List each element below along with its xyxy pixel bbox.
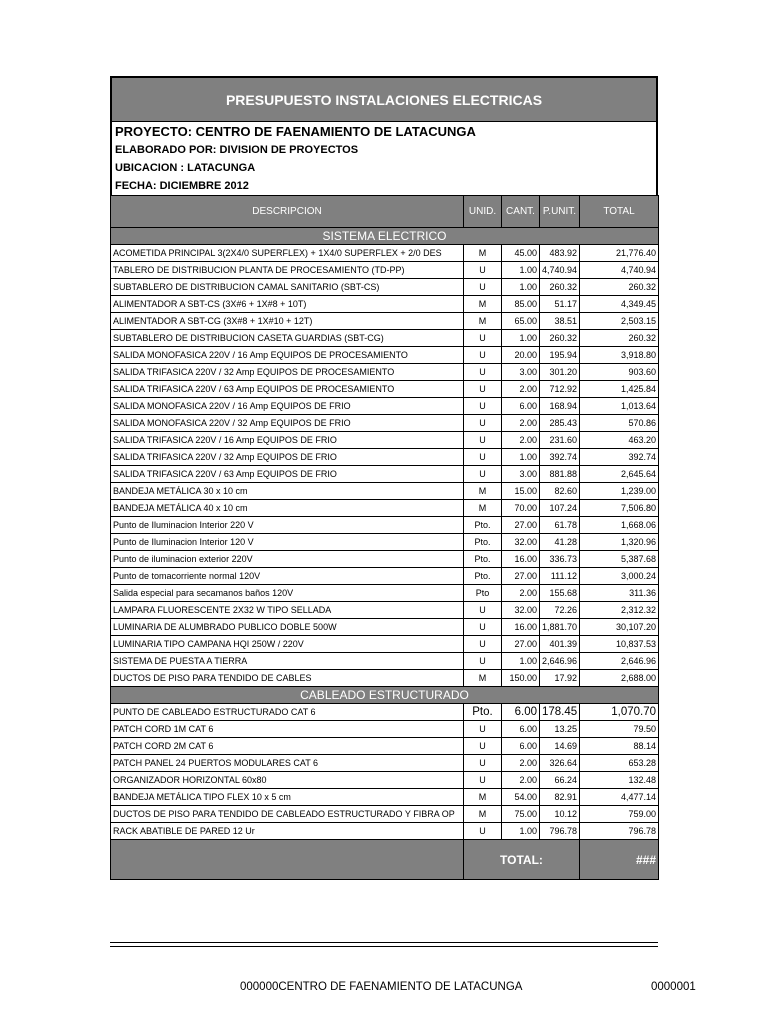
section-header <box>111 687 659 704</box>
item-quantity: 32.00 <box>502 602 540 619</box>
item-description: PUNTO DE CABLEADO ESTRUCTURADO CAT 6 <box>111 704 464 721</box>
item-quantity: 65.00 <box>502 313 540 330</box>
item-unit-price: 10.12 <box>540 806 580 823</box>
header-total: TOTAL <box>580 196 659 228</box>
item-unit-price: 38.51 <box>540 313 580 330</box>
table-row <box>111 755 659 772</box>
table-row <box>111 585 659 602</box>
item-description: PATCH CORD 1M CAT 6 <box>111 721 464 738</box>
footer-rule-bottom <box>110 946 658 947</box>
item-unit-price: 51.17 <box>540 296 580 313</box>
item-unit-price: 178.45 <box>540 704 580 721</box>
item-description: RACK ABATIBLE DE PARED 12 Ur <box>111 823 464 840</box>
total-value: ### <box>580 840 659 880</box>
item-total: 759.00 <box>580 806 659 823</box>
item-unit-price: 392.74 <box>540 449 580 466</box>
item-quantity: 75.00 <box>502 806 540 823</box>
item-total: 903.60 <box>580 364 659 381</box>
item-total: 4,349.45 <box>580 296 659 313</box>
item-unit-price: 14.69 <box>540 738 580 755</box>
budget-sheet <box>110 76 658 880</box>
table-row <box>111 823 659 840</box>
item-unit: M <box>464 483 502 500</box>
item-description: LAMPARA FLUORESCENTE 2X32 W TIPO SELLADA <box>111 602 464 619</box>
item-unit-price: 796.78 <box>540 823 580 840</box>
item-total: 392.74 <box>580 449 659 466</box>
item-unit: M <box>464 670 502 687</box>
header-unit: UNID. <box>464 196 502 228</box>
item-quantity: 27.00 <box>502 517 540 534</box>
item-unit: U <box>464 602 502 619</box>
item-unit-price: 336.73 <box>540 551 580 568</box>
table-row <box>111 551 659 568</box>
section-header <box>111 228 659 245</box>
item-quantity: 70.00 <box>502 500 540 517</box>
item-unit: M <box>464 789 502 806</box>
table-header <box>111 196 659 228</box>
item-unit-price: 17.92 <box>540 670 580 687</box>
item-unit: U <box>464 636 502 653</box>
item-unit-price: 66.24 <box>540 772 580 789</box>
table-row <box>111 789 659 806</box>
item-quantity: 3.00 <box>502 364 540 381</box>
item-unit: M <box>464 245 502 262</box>
item-description: LUMINARIA DE ALUMBRADO PUBLICO DOBLE 500W <box>111 619 464 636</box>
table-row <box>111 398 659 415</box>
item-total: 2,688.00 <box>580 670 659 687</box>
footer-page-number: 0000001 <box>651 981 696 993</box>
table-row <box>111 483 659 500</box>
item-description: TABLERO DE DISTRIBUCION PLANTA DE PROCESAMIENTO (TD-PP) <box>111 262 464 279</box>
table-row <box>111 313 659 330</box>
table-row <box>111 772 659 789</box>
item-unit: Pto. <box>464 551 502 568</box>
item-total: 1,239.00 <box>580 483 659 500</box>
item-unit-price: 231.60 <box>540 432 580 449</box>
item-unit-price: 285.43 <box>540 415 580 432</box>
item-total: 5,387.68 <box>580 551 659 568</box>
section-title: SISTEMA ELECTRICO <box>111 228 659 245</box>
item-quantity: 2.00 <box>502 415 540 432</box>
item-unit-price: 61.78 <box>540 517 580 534</box>
item-description: DUCTOS DE PISO PARA TENDIDO DE CABLES <box>111 670 464 687</box>
item-total: 260.32 <box>580 279 659 296</box>
item-total: 796.78 <box>580 823 659 840</box>
item-unit: U <box>464 398 502 415</box>
table-row <box>111 347 659 364</box>
item-total: 653.28 <box>580 755 659 772</box>
item-quantity: 32.00 <box>502 534 540 551</box>
item-unit: U <box>464 432 502 449</box>
item-description: BANDEJA METÁLICA 40 x 10 cm <box>111 500 464 517</box>
item-quantity: 1.00 <box>502 449 540 466</box>
item-total: 2,645.64 <box>580 466 659 483</box>
table-row <box>111 534 659 551</box>
item-unit: U <box>464 279 502 296</box>
table-row <box>111 364 659 381</box>
item-unit-price: 301.20 <box>540 364 580 381</box>
item-unit: M <box>464 296 502 313</box>
item-unit: U <box>464 381 502 398</box>
item-total: 311.36 <box>580 585 659 602</box>
table-row <box>111 449 659 466</box>
item-description: BANDEJA METÁLICA TIPO FLEX 10 x 5 cm <box>111 789 464 806</box>
item-unit-price: 195.94 <box>540 347 580 364</box>
item-quantity: 3.00 <box>502 466 540 483</box>
header-qty: CANT. <box>502 196 540 228</box>
footer-project: 000000CENTRO DE FAENAMIENTO DE LATACUNGA <box>240 981 523 993</box>
item-total: 21,776.40 <box>580 245 659 262</box>
item-unit-price: 111.12 <box>540 568 580 585</box>
item-quantity: 6.00 <box>502 398 540 415</box>
item-quantity: 20.00 <box>502 347 540 364</box>
item-unit: U <box>464 738 502 755</box>
item-quantity: 150.00 <box>502 670 540 687</box>
item-unit: U <box>464 721 502 738</box>
table-row <box>111 296 659 313</box>
item-unit-price: 168.94 <box>540 398 580 415</box>
item-quantity: 6.00 <box>502 704 540 721</box>
table-row <box>111 415 659 432</box>
item-unit: Pto. <box>464 704 502 721</box>
item-total: 1,425.84 <box>580 381 659 398</box>
item-quantity: 1.00 <box>502 653 540 670</box>
item-description: ORGANIZADOR HORIZONTAL 60x80 <box>111 772 464 789</box>
item-description: LUMINARIA TIPO CAMPANA HQI 250W / 220V <box>111 636 464 653</box>
section-title: CABLEADO ESTRUCTURADO <box>111 687 659 704</box>
item-quantity: 45.00 <box>502 245 540 262</box>
item-description: SALIDA TRIFASICA 220V / 32 Amp EQUIPOS DE PROCESAMIENTO <box>111 364 464 381</box>
item-unit: U <box>464 347 502 364</box>
item-total: 30,107.20 <box>580 619 659 636</box>
item-quantity: 6.00 <box>502 738 540 755</box>
item-total: 3,000.24 <box>580 568 659 585</box>
item-total: 2,312.32 <box>580 602 659 619</box>
item-unit-price: 13.25 <box>540 721 580 738</box>
item-unit-price: 260.32 <box>540 279 580 296</box>
total-row <box>111 840 659 880</box>
sheet-title: PRESUPUESTO INSTALACIONES ELECTRICAS <box>110 76 658 122</box>
table-row <box>111 653 659 670</box>
item-description: SALIDA TRIFASICA 220V / 16 Amp EQUIPOS DE FRIO <box>111 432 464 449</box>
item-description: ACOMETIDA PRINCIPAL 3(2X4/0 SUPERFLEX) + 1X4/0 SUPERFLEX + 2/0 DES <box>111 245 464 262</box>
item-quantity: 16.00 <box>502 619 540 636</box>
item-unit: U <box>464 415 502 432</box>
item-description: ALIMENTADOR A SBT-CS (3X#6 + 1X#8 + 10T) <box>111 296 464 313</box>
item-description: SISTEMA DE PUESTA A TIERRA <box>111 653 464 670</box>
item-description: Punto de tomacorriente normal 120V <box>111 568 464 585</box>
prepared-by: ELABORADO POR: DIVISION DE PROYECTOS <box>115 144 359 156</box>
item-quantity: 1.00 <box>502 279 540 296</box>
item-description: PATCH CORD 2M CAT 6 <box>111 738 464 755</box>
project-info <box>110 122 658 195</box>
item-total: 1,668.06 <box>580 517 659 534</box>
table-body <box>111 228 659 840</box>
item-unit: M <box>464 806 502 823</box>
item-unit: U <box>464 449 502 466</box>
item-description: BANDEJA METÁLICA 30 x 10 cm <box>111 483 464 500</box>
item-description: SALIDA MONOFASICA 220V / 32 Amp EQUIPOS DE FRIO <box>111 415 464 432</box>
item-unit: U <box>464 653 502 670</box>
table-row <box>111 262 659 279</box>
item-unit-price: 41.28 <box>540 534 580 551</box>
item-unit-price: 326.64 <box>540 755 580 772</box>
table-row <box>111 381 659 398</box>
item-quantity: 2.00 <box>502 432 540 449</box>
item-unit: Pto. <box>464 568 502 585</box>
footer-rule-top <box>110 942 658 943</box>
item-unit: U <box>464 619 502 636</box>
item-unit-price: 881.88 <box>540 466 580 483</box>
item-quantity: 85.00 <box>502 296 540 313</box>
item-unit-price: 260.32 <box>540 330 580 347</box>
table-row <box>111 619 659 636</box>
item-total: 1,013.64 <box>580 398 659 415</box>
item-total: 570.86 <box>580 415 659 432</box>
item-unit: Pto. <box>464 517 502 534</box>
item-unit-price: 483.92 <box>540 245 580 262</box>
item-quantity: 6.00 <box>502 721 540 738</box>
item-description: PATCH PANEL 24 PUERTOS MODULARES CAT 6 <box>111 755 464 772</box>
item-unit: U <box>464 364 502 381</box>
item-description: SALIDA MONOFASICA 220V / 16 Amp EQUIPOS DE FRIO <box>111 398 464 415</box>
budget-table <box>110 195 659 880</box>
item-description: SALIDA TRIFASICA 220V / 32 Amp EQUIPOS DE FRIO <box>111 449 464 466</box>
table-row <box>111 568 659 585</box>
item-unit-price: 712.92 <box>540 381 580 398</box>
item-total: 79.50 <box>580 721 659 738</box>
item-description: Punto de iluminacion exterior 220V <box>111 551 464 568</box>
table-row <box>111 738 659 755</box>
table-row <box>111 330 659 347</box>
item-description: SALIDA TRIFASICA 220V / 63 Amp EQUIPOS DE PROCESAMIENTO <box>111 381 464 398</box>
item-unit-price: 1,881.70 <box>540 619 580 636</box>
item-quantity: 1.00 <box>502 262 540 279</box>
item-total: 463.20 <box>580 432 659 449</box>
header-description: DESCRIPCION <box>111 196 464 228</box>
table-row <box>111 245 659 262</box>
date: FECHA: DICIEMBRE 2012 <box>115 180 249 192</box>
table-row <box>111 670 659 687</box>
item-quantity: 2.00 <box>502 772 540 789</box>
table-row <box>111 602 659 619</box>
item-total: 4,740.94 <box>580 262 659 279</box>
item-total: 4,477.14 <box>580 789 659 806</box>
item-quantity: 1.00 <box>502 823 540 840</box>
item-total: 132.48 <box>580 772 659 789</box>
item-total: 10,837.53 <box>580 636 659 653</box>
item-total: 1,320.96 <box>580 534 659 551</box>
item-description: SALIDA MONOFASICA 220V / 16 Amp EQUIPOS DE PROCESAMIENTO <box>111 347 464 364</box>
item-description: ALIMENTADOR A SBT-CG (3X#8 + 1X#10 + 12T) <box>111 313 464 330</box>
item-unit: U <box>464 772 502 789</box>
item-quantity: 2.00 <box>502 755 540 772</box>
item-quantity: 16.00 <box>502 551 540 568</box>
total-label: TOTAL: <box>464 840 580 880</box>
table-row <box>111 500 659 517</box>
item-description: DUCTOS DE PISO PARA TENDIDO DE CABLEADO ESTRUCTURADO Y FIBRA OP <box>111 806 464 823</box>
table-row <box>111 517 659 534</box>
item-unit: U <box>464 466 502 483</box>
location: UBICACION : LATACUNGA <box>115 162 256 174</box>
item-description: SUBTABLERO DE DISTRIBUCION CASETA GUARDIAS (SBT-CG) <box>111 330 464 347</box>
item-unit-price: 82.91 <box>540 789 580 806</box>
item-quantity: 54.00 <box>502 789 540 806</box>
item-unit: Pto. <box>464 534 502 551</box>
item-unit: M <box>464 500 502 517</box>
item-description: SALIDA TRIFASICA 220V / 63 Amp EQUIPOS DE FRIO <box>111 466 464 483</box>
item-quantity: 2.00 <box>502 381 540 398</box>
item-unit: Pto <box>464 585 502 602</box>
item-unit: U <box>464 823 502 840</box>
item-total: 2,503.15 <box>580 313 659 330</box>
total-spacer <box>111 840 464 880</box>
item-description: Punto de Iluminacion Interior 220 V <box>111 517 464 534</box>
item-description: SUBTABLERO DE DISTRIBUCION CAMAL SANITARIO (SBT-CS) <box>111 279 464 296</box>
item-unit-price: 4,740.94 <box>540 262 580 279</box>
header-price: P.UNIT. <box>540 196 580 228</box>
table-row <box>111 432 659 449</box>
item-unit: U <box>464 755 502 772</box>
item-quantity: 15.00 <box>502 483 540 500</box>
table-row <box>111 721 659 738</box>
item-total: 7,506.80 <box>580 500 659 517</box>
item-description: Punto de Iluminacion Interior 120 V <box>111 534 464 551</box>
item-unit-price: 82.60 <box>540 483 580 500</box>
table-row <box>111 279 659 296</box>
item-unit-price: 2,646.96 <box>540 653 580 670</box>
item-unit-price: 72.26 <box>540 602 580 619</box>
item-unit: U <box>464 330 502 347</box>
item-quantity: 27.00 <box>502 636 540 653</box>
table-row <box>111 806 659 823</box>
project-name: PROYECTO: CENTRO DE FAENAMIENTO DE LATACUNGA <box>115 124 476 139</box>
item-quantity: 2.00 <box>502 585 540 602</box>
item-total: 88.14 <box>580 738 659 755</box>
item-total: 260.32 <box>580 330 659 347</box>
item-quantity: 1.00 <box>502 330 540 347</box>
item-unit-price: 401.39 <box>540 636 580 653</box>
item-description: Salida especial para secamanos baños 120V <box>111 585 464 602</box>
item-total: 2,646.96 <box>580 653 659 670</box>
item-unit: M <box>464 313 502 330</box>
item-quantity: 27.00 <box>502 568 540 585</box>
item-total: 3,918.80 <box>580 347 659 364</box>
item-unit-price: 107.24 <box>540 500 580 517</box>
table-row <box>111 466 659 483</box>
item-total: 1,070.70 <box>580 704 659 721</box>
item-unit-price: 155.68 <box>540 585 580 602</box>
item-unit: U <box>464 262 502 279</box>
table-row <box>111 636 659 653</box>
table-row <box>111 704 659 721</box>
